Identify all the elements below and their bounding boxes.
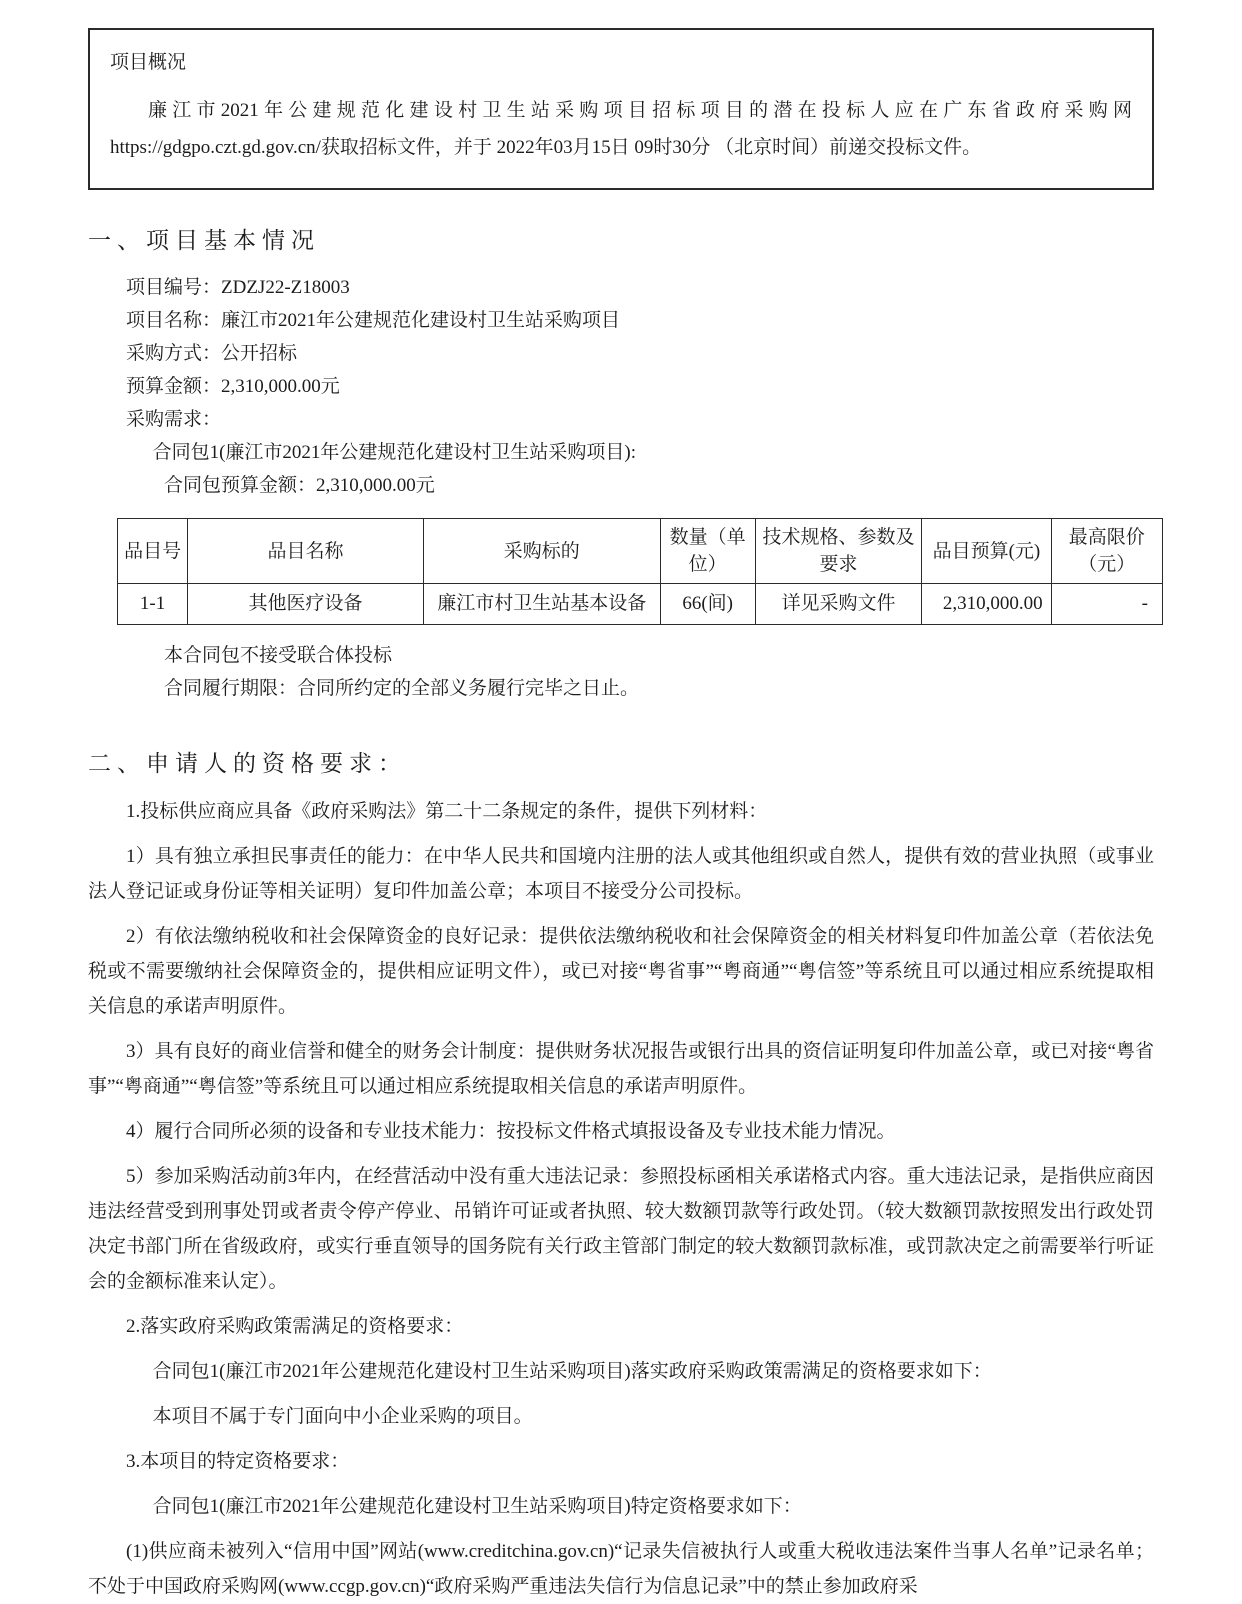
qualification-para-3: 3.本项目的特定资格要求：	[126, 1451, 350, 1472]
procurement-method-line: 采购方式：公开招标	[126, 343, 298, 364]
cell-procurement-target: 廉江市村卫生站基本设备	[423, 584, 660, 625]
col-header-max-price: 最高限价（元）	[1051, 519, 1162, 584]
cell-item-no: 1-1	[118, 584, 188, 625]
cell-max-price: -	[1051, 584, 1162, 625]
section1-heading: 一、项目基本情况	[88, 228, 320, 253]
qualification-para-3-1: (1)供应商未被列入“信用中国”网站(www.creditchina.gov.cn)“记录失信被执行人或重大税收违法案件当事人名单”记录名单；不处于中国政府采购网(www.ccgp.gov.cn)“政府采购严重违法失信行为信息记录”中的禁止参加政府采	[88, 1541, 1154, 1597]
qualification-para-3-package: 合同包1(廉江市2021年公建规范化建设村卫生站采购项目)特定资格要求如下：	[152, 1496, 802, 1517]
qualification-para-1-1: 1）具有独立承担民事责任的能力：在中华人民共和国境内注册的法人或其他组织或自然人，提供有效的营业执照（或事业法人登记证或身份证等相关证明）复印件加盖公章；本项目不接受分公司投标。	[88, 846, 1154, 902]
table-header-row	[118, 519, 1163, 584]
col-header-item-no: 品目号	[118, 519, 188, 584]
qualification-para-2-sme: 本项目不属于专门面向中小企业采购的项目。	[152, 1406, 533, 1427]
section2-heading: 二、申请人的资格要求：	[88, 751, 407, 776]
cell-tech-spec: 详见采购文件	[755, 584, 921, 625]
qualification-para-1-5: 5）参加采购活动前3年内，在经营活动中没有重大违法记录：参照投标函相关承诺格式内容。重大违法记录，是指供应商因违法经营受到刑事处罚或者责令停产停业、吊销许可证或者执照、较大数额罚款等行政处罚。（较大数额罚款按照发出行政处罚决定书部门所在省级政府，或实行垂直领导的国务院有关行政主管部门制定的较大数额罚款标准，或罚款决定之前需要举行听证会的金额标准来认定）。	[88, 1166, 1154, 1292]
qualification-para-1-3: 3）具有良好的商业信誉和健全的财务会计制度：提供财务状况报告或银行出具的资信证明复印件加盖公章，或已对接“粤省事”“粤商通”“粤信签”等系统且可以通过相应系统提取相关信息的承诺声明原件。	[88, 1041, 1154, 1097]
project-name-line: 项目名称：廉江市2021年公建规范化建设村卫生站采购项目	[126, 310, 621, 331]
project-number-line: 项目编号：ZDZJ22-Z18003	[126, 277, 350, 298]
qualification-para-1-4: 4）履行合同所必须的设备和专业技术能力：按投标文件格式填报设备及专业技术能力情况。	[126, 1121, 896, 1142]
procurement-items-table	[117, 518, 1163, 625]
cell-quantity: 66(间)	[660, 584, 755, 625]
col-header-item-budget: 品目预算(元)	[922, 519, 1051, 584]
budget-amount-line: 预算金额：2,310,000.00元	[126, 376, 340, 397]
col-header-procurement-target: 采购标的	[423, 519, 660, 584]
procurement-demand-line: 采购需求：	[126, 409, 222, 430]
col-header-quantity: 数量（单位）	[660, 519, 755, 584]
overview-box-body: 廉江市2021年公建规范化建设村卫生站采购项目招标项目的潜在投标人应在广东省政府采购网https://gdgpo.czt.gd.gov.cn/获取招标文件，并于 2022年03月15日 09时30分 （北京时间）前递交投标文件。	[110, 100, 1132, 158]
qualification-para-2: 2.落实政府采购政策需满足的资格要求：	[126, 1316, 464, 1337]
cell-item-name: 其他医疗设备	[188, 584, 424, 625]
qualification-para-1-2: 2）有依法缴纳税收和社会保障资金的良好记录：提供依法缴纳税收和社会保障资金的相关材料复印件加盖公章（若依法免税或不需要缴纳社会保障资金的，提供相应证明文件），或已对接“粤省事”“粤商通”“粤信签”等系统且可以通过相应系统提取相关信息的承诺声明原件。	[88, 926, 1154, 1017]
cell-item-budget: 2,310,000.00	[922, 584, 1051, 625]
project-overview-box	[88, 28, 1154, 190]
table-row	[118, 584, 1163, 625]
contract-package-line: 合同包1(廉江市2021年公建规范化建设村卫生站采购项目):	[152, 442, 637, 463]
no-consortium-note: 本合同包不接受联合体投标	[164, 645, 393, 666]
contract-package-budget-line: 合同包预算金额：2,310,000.00元	[164, 475, 435, 496]
overview-box-title: 项目概况	[110, 52, 187, 73]
qualification-para-2-package: 合同包1(廉江市2021年公建规范化建设村卫生站采购项目)落实政府采购政策需满足的资格要求如下：	[152, 1361, 992, 1382]
col-header-tech-spec: 技术规格、参数及要求	[755, 519, 921, 584]
col-header-item-name: 品目名称	[188, 519, 424, 584]
qualification-para-1: 1.投标供应商应具备《政府采购法》第二十二条规定的条件，提供下列材料：	[126, 801, 768, 822]
contract-performance-period-note: 合同履行期限：合同所约定的全部义务履行完毕之日止。	[164, 678, 640, 699]
